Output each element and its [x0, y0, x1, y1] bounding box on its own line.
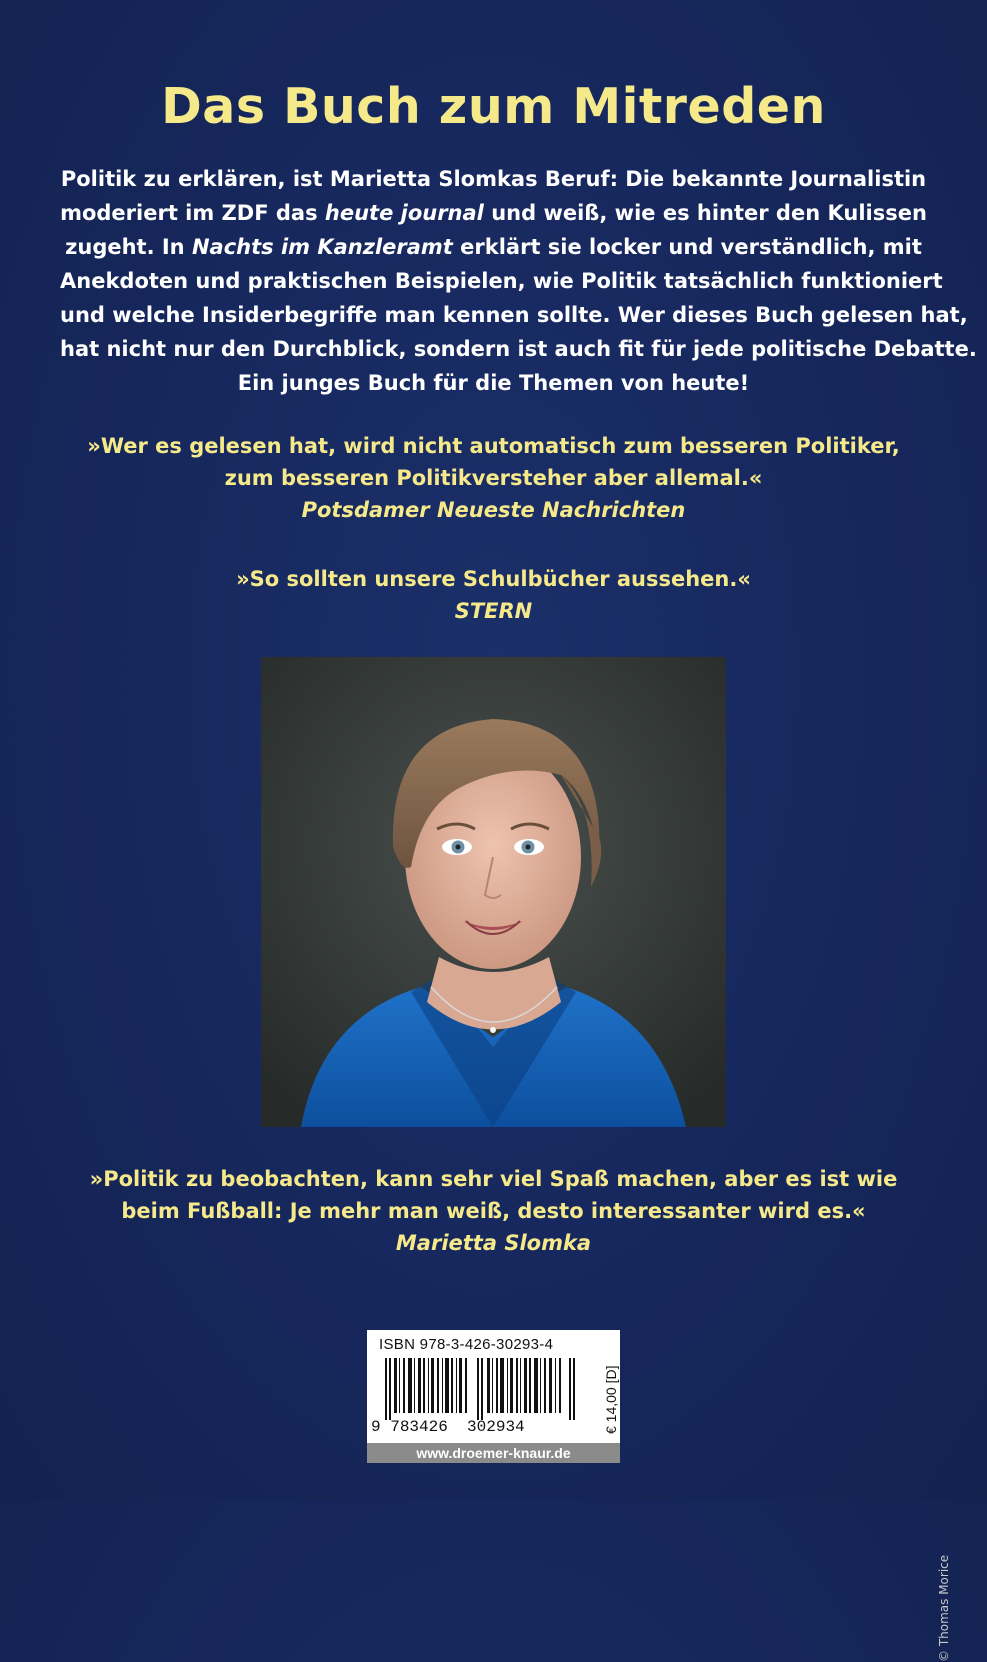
review-quote-stern — [40, 563, 947, 627]
quote-line: »Politik zu beobachten, kann sehr viel Spaß machen, aber es ist wie — [89, 1167, 898, 1191]
description-line: moderiert im ZDF das heute journal und weiß, wie es hinter den Kulissen — [60, 201, 927, 225]
book-description — [60, 162, 977, 400]
quote-source: Marietta Slomka — [395, 1231, 592, 1255]
quote-line: »So sollten unsere Schulbücher aussehen.« — [236, 567, 751, 591]
author-quote — [40, 1163, 947, 1259]
publisher-website[interactable]: www.droemer-knaur.de — [367, 1443, 620, 1463]
barcode-icon — [379, 1358, 589, 1420]
quote-source: STERN — [454, 599, 533, 623]
quote-line: zum besseren Politikversteher aber allemal.« — [224, 466, 763, 490]
book-title: Nachts im Kanzleramt — [191, 235, 453, 259]
description-line: Politik zu erklären, ist Marietta Slomkas Beruf: Die bekannte Journalistin — [60, 167, 927, 191]
price-label: € 14,00 [D] — [603, 1365, 619, 1434]
photo-credit: © Thomas Morice — [937, 1554, 951, 1662]
description-line: zugeht. In Nachts im Kanzleramt erklärt sie locker und verständlich, mit — [65, 235, 922, 259]
quote-line: »Wer es gelesen hat, wird nicht automatisch zum besseren Politiker, — [87, 434, 900, 458]
portrait-illustration — [261, 657, 726, 1127]
isbn-barcode-panel — [367, 1330, 620, 1463]
review-quote-potsdamer — [40, 430, 947, 526]
cover-title: Das Buch zum Mitreden — [161, 78, 826, 135]
quote-line: beim Fußball: Je mehr man weiß, desto interessanter wird es.« — [121, 1199, 866, 1223]
description-line: Ein junges Buch für die Themen von heute! — [237, 371, 750, 395]
description-line: und welche Insiderbegriffe man kennen sollte. Wer dieses Buch gelesen hat, — [60, 303, 968, 327]
quote-source: Potsdamer Neueste Nachrichten — [301, 498, 686, 522]
barcode-digits: 9 783426 302934 — [371, 1418, 525, 1436]
isbn-number: ISBN 978-3-426-30293-4 — [379, 1336, 554, 1353]
description-line: Anekdoten und praktischen Beispielen, wie Politik tatsächlich funktioniert — [60, 269, 943, 293]
show-title: heute journal — [324, 201, 484, 225]
description-line: hat nicht nur den Durchblick, sondern ist auch fit für jede politische Debatte. — [60, 337, 977, 361]
